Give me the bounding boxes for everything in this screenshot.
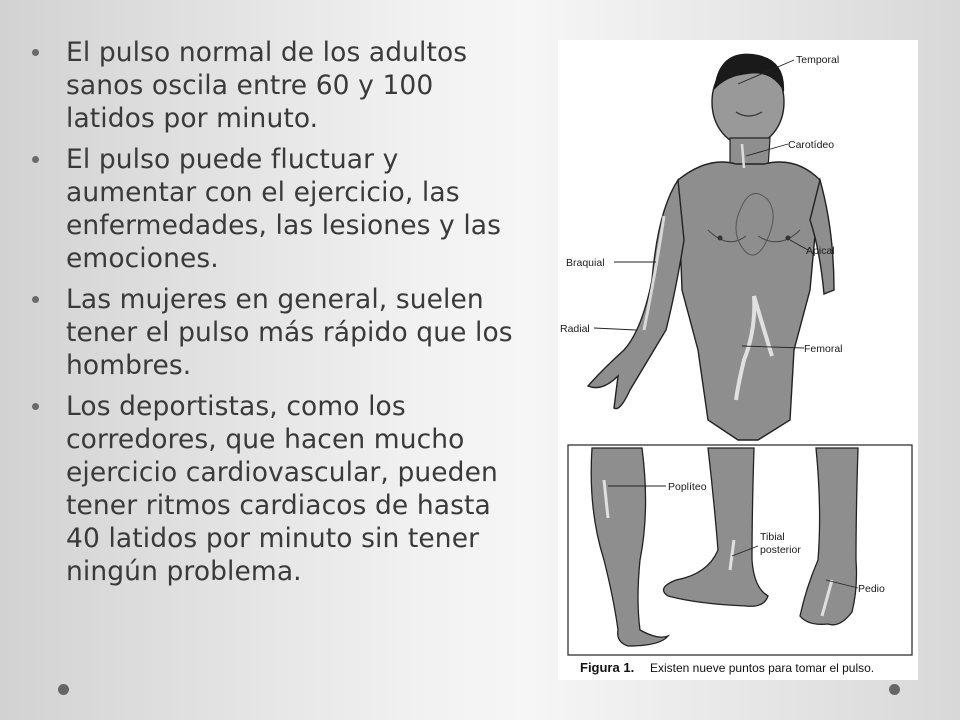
pulse-points-illustration: [558, 40, 918, 680]
bullet-dot-icon: [32, 403, 39, 410]
bullet-text: Los deportistas, como los corredores, que hacen mucho ejercicio cardiovascular, pueden tener ritmos cardiacos de hasta 40 latidos por minuto sin tener ningún problema.: [66, 391, 498, 587]
label-femoral: Femoral: [804, 343, 843, 355]
figure-caption: [580, 660, 874, 675]
bullet-text: El pulso normal de los adultos sanos oscila entre 60 y 100 latidos por minuto.: [66, 37, 468, 134]
caption-bold: Figura 1.: [580, 660, 635, 675]
bullet-dot-icon: [32, 296, 39, 303]
bullet-item-women: [28, 283, 528, 382]
bullet-dot-icon: [32, 156, 39, 163]
left-slide-dot-icon: [58, 684, 69, 695]
pulse-points-figure: [558, 40, 918, 680]
bullet-item-normal-pulse: [28, 36, 528, 135]
bullet-text: Las mujeres en general, suelen tener el pulso más rápido que los hombres.: [66, 284, 513, 381]
label-braquial: Braquial: [566, 257, 605, 269]
label-tibial-line1: Tibial: [760, 531, 785, 543]
bullet-text: El pulso puede fluctuar y aumentar con el ejercicio, las enfermedades, las lesiones y las emociones.: [66, 144, 502, 274]
body-illustration: [588, 54, 834, 440]
bullet-dot-icon: [32, 49, 39, 56]
bullet-item-fluctuation: [28, 143, 528, 275]
caption-text: Existen nueve puntos para tomar el pulso.: [650, 661, 875, 675]
label-radial: Radial: [560, 323, 590, 335]
bullet-list: [28, 36, 528, 596]
label-pedio: Pedio: [858, 583, 885, 595]
label-carotideo: Carotídeo: [788, 139, 835, 151]
right-slide-dot-icon: [889, 684, 900, 695]
bullet-item-athletes: [28, 390, 528, 588]
label-apical: Apical: [806, 245, 835, 257]
label-temporal: Temporal: [796, 54, 840, 66]
label-popliteo: Poplíteo: [668, 481, 707, 493]
label-tibial-line2: posterior: [760, 544, 801, 556]
